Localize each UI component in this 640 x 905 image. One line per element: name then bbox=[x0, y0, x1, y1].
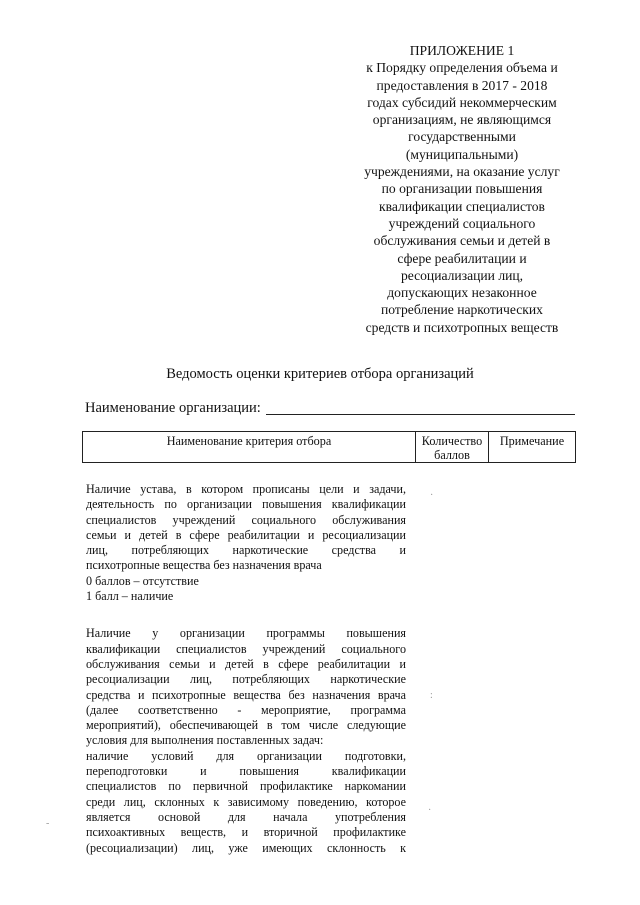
appendix-line: обслуживания семьи и детей в bbox=[373, 233, 551, 249]
appendix-line: допускающих незаконное bbox=[387, 285, 537, 301]
criterion-line: семьи и детей в сфере реабилитации и ресоциализации bbox=[86, 527, 406, 542]
appendix-line: по организации повышения bbox=[381, 181, 543, 197]
criterion-line: психотропные вещества без назначения врача bbox=[86, 558, 322, 573]
scan-speck: · bbox=[430, 490, 434, 501]
criterion-line: среди лиц, склонных к зависимому поведению, которое bbox=[86, 794, 406, 809]
document-title: Ведомость оценки критериев отбора организаций bbox=[166, 366, 474, 382]
scan-speck: : bbox=[430, 690, 433, 701]
organization-name-blank bbox=[266, 400, 575, 415]
criterion-line: специалистов по первичной профилактике наркомании bbox=[86, 779, 406, 794]
appendix-line: квалификации специалистов bbox=[379, 198, 545, 214]
criteria-table bbox=[82, 431, 576, 463]
appendix-line: ресоциализации лиц, bbox=[400, 267, 524, 283]
appendix-line: государственными bbox=[408, 129, 516, 145]
criterion-line: наличие условий для организации подготовки, bbox=[86, 748, 406, 763]
header-criterion: Наименование критерия отбора bbox=[83, 432, 416, 463]
criterion-line: Наличие у организации программы повышения bbox=[86, 626, 406, 641]
criterion-1 bbox=[86, 482, 406, 604]
criterion-line: деятельность по организации повышения квалификации bbox=[86, 497, 406, 512]
appendix-line: средств и психотропных веществ bbox=[365, 319, 559, 335]
criterion-line: Наличие устава, в котором прописаны цели и задачи, bbox=[86, 482, 406, 496]
criterion-line: средства и психотропные вещества без назначения врача bbox=[86, 687, 406, 702]
organization-name-row bbox=[85, 400, 575, 417]
appendix-line: к Порядку определения объема и bbox=[366, 60, 558, 76]
appendix-line: учреждениями, на оказание услуг bbox=[364, 164, 560, 180]
appendix-line: сфере реабилитации и bbox=[397, 250, 527, 266]
criterion-line: квалификации специалистов учреждений социального bbox=[86, 641, 406, 656]
scan-speck: · bbox=[428, 805, 432, 816]
appendix-line: годах субсидий некоммерческим bbox=[367, 94, 557, 110]
criterion-line: переподготовки и повышения квалификации bbox=[86, 764, 406, 779]
criterion-line: 1 балл – наличие bbox=[86, 589, 174, 604]
criterion-line: является основой для начала употребления bbox=[86, 809, 406, 824]
criterion-line: психоактивных веществ, и вторичной профилактике bbox=[86, 825, 406, 840]
appendix-line: организациям, не являющимся bbox=[372, 112, 552, 128]
criterion-line: (ресоциализации) лиц, уже имеющих склонность к bbox=[86, 840, 406, 855]
header-points: Количество баллов bbox=[416, 432, 489, 463]
table-header-row bbox=[83, 432, 576, 463]
scan-speck: - bbox=[46, 818, 50, 829]
criterion-2 bbox=[86, 626, 406, 855]
criterion-line: мероприятий), обеспечивающей в том числе следующие bbox=[86, 718, 406, 733]
criterion-line: лиц, потребляющих наркотические средства и bbox=[86, 543, 406, 558]
appendix-line: (муниципальными) bbox=[405, 146, 519, 162]
appendix-header bbox=[346, 42, 578, 336]
appendix-line: ПРИЛОЖЕНИЕ 1 bbox=[409, 43, 515, 58]
criterion-line: обслуживания семьи и детей в сфере реабилитации и bbox=[86, 656, 406, 671]
criteria-content bbox=[86, 482, 406, 856]
appendix-line: предоставления в 2017 - 2018 bbox=[376, 77, 548, 93]
criterion-line: (далее соответственно - мероприятие, программа bbox=[86, 702, 406, 717]
criterion-line: специалистов учреждений социального обслуживания bbox=[86, 512, 406, 527]
header-note: Примечание bbox=[489, 432, 576, 463]
paragraph-gap bbox=[86, 604, 406, 626]
appendix-line: потребление наркотических bbox=[381, 302, 543, 318]
criterion-line: 0 баллов – отсутствие bbox=[86, 573, 199, 588]
criterion-line: условия для выполнения поставленных задач: bbox=[86, 733, 324, 748]
appendix-line: учреждений социального bbox=[388, 215, 536, 231]
criterion-line: ресоциализации лиц, потребляющих наркотические bbox=[86, 672, 406, 687]
organization-name-label: Наименование организации: bbox=[85, 400, 261, 416]
